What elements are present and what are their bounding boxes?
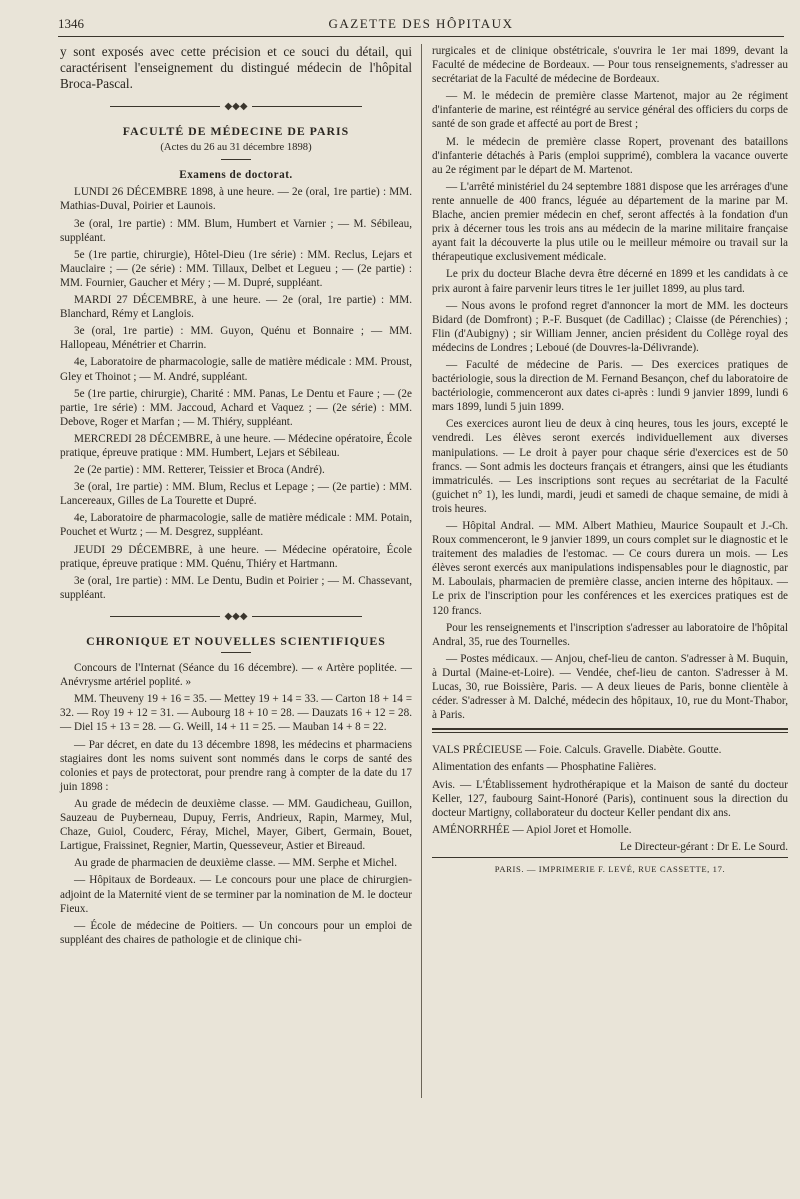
news-paragraph: — Nous avons le profond regret d'annoncer la mort de MM. les docteurs Bidard (de Domfront) ; P.-F. Busquet (de Cadillac) ; Claisse (de Pérenchies) ; Flin (d'Aubigny) ; sir William Jenner, ancien président du Collège royal des médecins de Londres ; Leboué (de Douvres-la-Délivrande). [432,299,788,354]
exam-paragraph: JEUDI 29 DÉCEMBRE, à une heure. — Médecine opératoire, École pratique, épreuve pratique : MM. Quénu, Thiéry et Hartmann. [60,543,412,570]
advertisement: VALS PRÉCIEUSE — Foie. Calculs. Gravelle. Diabète. Goutte. [432,744,722,757]
news-paragraph: — Postes médicaux. — Anjou, chef-lieu de canton. S'adresser à M. Buquin, à Durtal (Maine-et-Loire). — Vendée, chef-lieu de canton. S'adresser à M. Lucas, 30, rue Boissière, Paris. — A deux lieues de Paris, bonne clientèle à céder. S'adresser à M. Dalché, médecin des hôpitaux, 10, rue du Mont-Thabor, à Paris. [432,652,788,722]
advertisement: Avis. — L'Établissement hydrothérapique et la Maison de santé du docteur Keller, 127, faubourg Saint-Honoré (Paris), continuent sous la direction du docteur Martigny, collaborateur du docteur Keller pendant dix ans. [432,778,788,819]
news-paragraph: Au grade de pharmacien de deuxième classe. — MM. Serphe et Michel. [74,857,398,870]
news-paragraph: — Hôpitaux de Bordeaux. — Le concours pour une place de chirurgien-adjoint de la Maternité vient de se terminer par la nomination de M. le docteur Fieux. [60,874,412,915]
exam-paragraph: 4e, Laboratoire de pharmacologie, salle de matière médicale : MM. Proust, Gley et Thoinot ; — M. André, suppléant. [60,356,412,383]
exam-paragraph: 5e (1re partie, chirurgie), Charité : MM. Panas, Le Dentu et Faure ; — (2e partie, 1re série) : MM. Jaccoud, Achard et Vaquez ; — (2e série) : MM. Debove, Roger et Marfan ; — M. Thiéry, suppléant. [60,387,412,428]
exam-paragraph: 3e (oral, 1re partie) : MM. Le Dentu, Budin et Poirier ; — M. Chassevant, suppléant. [60,574,412,601]
faculty-title: FACULTÉ DE MÉDECINE DE PARIS [122,124,350,139]
faculty-dates: (Actes du 26 au 31 décembre 1898) [160,142,312,154]
news-paragraph: MM. Theuveny 19 + 16 = 35. — Mettey 19 + 14 = 33. — Carton 18 + 14 = 32. — Roy 19 + 12 = 31. — Aubourg 18 + 10 = 28. — Dauzats 16 + 12 = 28. — Diel 15 + 13 = 28. — G. Weill, 14 + 11 = 25. — Mauban 14 + 8 = 22. [60,693,412,734]
news-paragraph: Au grade de médecin de deuxième classe. — MM. Gaudicheau, Guillon, Sauzeau de Puyberneau, Dupuy, Ferris, Andrieux, Rapin, Marmey, Mul, Chaze, Guiol, Couderc, Féray, Michel, Mayer, Gibert, Germain, Bouet, Lartigue, Fraissinet, Regnier, Martin, Quesseveur, Astier et Bireaud. [60,797,412,853]
exam-paragraph: LUNDI 26 DÉCEMBRE 1898, à une heure. — 2e (oral, 1re partie) : MM. Mathias-Duval, Poirier et Launois. [60,186,412,213]
advertisement: AMÉNORRHÉE — Apiol Joret et Homolle. [432,823,632,836]
news-paragraph: — Hôpital Andral. — MM. Albert Mathieu, Maurice Soupault et J.-Ch. Roux commenceront, le 9 janvier 1899, un cours complet sur le diagnostic et le traitement des maladies de l'estomac. — Ce cours durera un mois. — Les élèves seront exercés aux manipulations indispensables pour le diagnostic, par M. Laboulais, pharmacien de première classe, ancien interne des hôpitaux. — Le prix de l'inscription pour les conférences et les exercices pratiques est de 120 francs. [432,520,788,617]
advertisement: Alimentation des enfants — Phosphatine Falières. [432,761,657,774]
double-rule [432,728,788,733]
news-paragraph: — Par décret, en date du 13 décembre 1898, les médecins et pharmaciens stagiaires dont les noms suivent sont nommés dans le corps de santé des colonies et pays de protectorat, pour prendre rang à compter de la date du 17 juin 1898 : [60,738,412,793]
news-paragraph: M. le médecin de première classe Ropert, provenant des bataillons d'infanterie détachés à Paris (emploi supprimé), comblera la vacance ouverte au 2e régiment par le départ de M. Martenot. [432,135,788,176]
left-column [60,44,412,950]
exam-paragraph: MERCREDI 28 DÉCEMBRE, à une heure. — Médecine opératoire, École pratique, épreuve pratique : MM. Humbert, Lejars et Sébileau. [60,432,412,459]
short-rule [221,652,251,653]
exam-paragraph: 2e (2e partie) : MM. Retterer, Teissier et Broca (André). [74,464,325,477]
exam-paragraph: 3e (oral, 1re partie) : MM. Blum, Reclus et Lepage ; — (2e partie) : MM. Lancereaux, Gilles de La Tourette et Dupré. [60,481,412,508]
news-paragraph: — École de médecine de Poitiers. — Un concours pour un emploi de suppléant des chaires de pathologie et de clinique chi- [60,919,412,946]
page-header [58,14,784,37]
exam-paragraph: 3e (oral, 1re partie) : MM. Blum, Humbert et Varnier ; — M. Sébileau, suppléant. [60,217,412,244]
intro-paragraph: y sont exposés avec cette précision et ce souci du détail, qui caractérisent l'enseignement du distingué médecin de l'hôpital Broca-Pascal. [60,44,412,91]
news-paragraph: Concours de l'Internat (Séance du 16 décembre). — « Artère poplitée. — Anévrysme artériel poplité. » [60,662,412,689]
news-paragraph: rurgicales et de clinique obstétricale, s'ouvrira le 1er mai 1899, devant la Faculté de médecine de Bordeaux. — Pour tous renseignements, s'adresser au secrétariat de la Faculté de médecine de Bordeaux. [432,45,788,86]
exam-paragraph: 4e, Laboratoire de pharmacologie, salle de matière médicale : MM. Potain, Pouchet et Wurtz ; — M. Desgrez, suppléant. [60,512,412,539]
right-column [432,44,788,879]
news-paragraph: — M. le médecin de première classe Martenot, major au 2e régiment d'infanterie de marine, est réintégré au service général des officiers du corps de santé de son grade et affecté au port de Brest ; [432,90,788,131]
imprint: PARIS. — IMPRIMERIE F. LEVÉ, RUE CASSETTE, 17. [432,857,788,876]
exam-paragraph: 5e (1re partie, chirurgie), Hôtel-Dieu (1re série) : MM. Reclus, Lejars et Mauclaire ; — (2e série) : MM. Tillaux, Delbet et Legueu ; — (2e partie) : MM. Fournier, Gaucher et Méry ; — M. Dupré, suppléant. [60,248,412,289]
chronicle-title: CHRONIQUE ET NOUVELLES SCIENTIFIQUES [86,634,386,648]
journal-title: GAZETTE DES HÔPITAUX [328,16,514,31]
exam-paragraph: 3e (oral, 1re partie) : MM. Guyon, Quénu et Bonnaire ; — MM. Hallopeau, Ménétrier et Charrin. [60,325,412,352]
ornament-divider: ◆◆◆ [60,100,412,114]
ornament-divider: ◆◆◆ [60,610,412,624]
news-paragraph: Le prix du docteur Blache devra être décerné en 1899 et les candidats à ce prix auront à faire parvenir leurs titres le 1er juillet 1899, au plus tard. [432,268,788,295]
exam-paragraph: MARDI 27 DÉCEMBRE, à une heure. — 2e (oral, 1re partie) : MM. Blanchard, Rémy et Langlois. [60,294,412,321]
exams-title: Examens de doctorat. [179,169,293,182]
news-paragraph: — L'arrêté ministériel du 24 septembre 1881 dispose que les arrérages d'une rente annuelle de 400 francs, léguée au département de la marine par M. Blache, ancien premier médecin en chef, seront affectés à la fondation d'un prix à décerner tous les trois ans au médecin de la marine militaire française ayant fait la découverte la plus utile ou le meilleur mémoire ou travail sur la thérapeutique exclusivement médicale. [432,180,788,264]
news-paragraph: Pour les renseignements et l'inscription s'adresser au laboratoire de l'hôpital Andral, 35, rue des Tournelles. [432,621,788,648]
signature: Le Directeur-gérant : Dr E. Le Sourd. [619,840,788,853]
page-number: 1346 [58,16,84,31]
column-divider [421,44,422,1098]
news-paragraph: — Faculté de médecine de Paris. — Des exercices pratiques de bactériologie, sous la direction de M. Fernand Besançon, chef du laboratoire de bactériologie, commenceront aux dates ci-après : lundi 9 janvier 1899, lundi 6 mars 1899, lundi 5 juin 1899. [432,358,788,414]
short-rule [221,159,251,160]
news-paragraph: Ces exercices auront lieu de deux à cinq heures, tous les jours, excepté le vendredi. Les élèves seront exercés individuellement aux diverses manipulations. — Le droit à payer pour chaque série d'exercices est de 50 francs. — Sont admis les docteurs français et étrangers, ainsi que les étudiants immatriculés. — Les inscriptions sont reçues au secrétariat de la Faculté (guichet n° 1), les lundi, mardi, jeudi et samedi de chaque semaine, de midi à trois heures. [432,418,788,515]
